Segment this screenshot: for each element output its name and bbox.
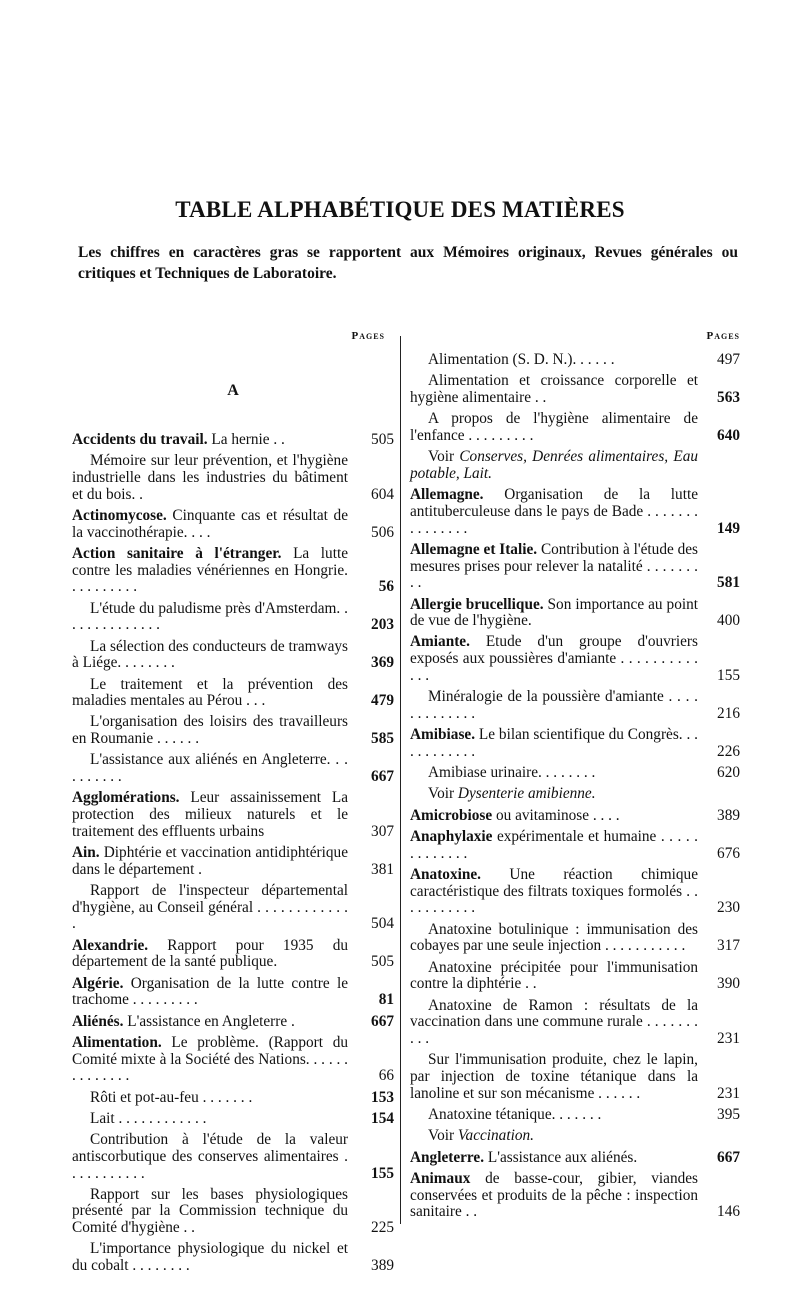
index-entry [72, 1035, 394, 1085]
page-number: 563 [717, 388, 740, 406]
entry-text [410, 998, 698, 1048]
entry-text [410, 352, 698, 369]
entry-heading: Accidents du travail. [72, 431, 208, 448]
entry-body: Contribution à l'étude des mesures prises pour relever la natalité . . . . . . . . . [410, 540, 698, 592]
section-letter: A [227, 382, 239, 399]
pages-header-right: Pages [706, 330, 740, 342]
index-entry [72, 1187, 394, 1237]
entry-body: de basse-cour, gibier, viandes conservées et produits de la pêche : inspection sanitaire . . [410, 1170, 699, 1221]
page-number: 149 [717, 519, 740, 537]
page-number: 497 [717, 351, 740, 368]
page-subtitle: Les chiffres en caractères gras se rapportent aux Mémoires originaux, Revues générales ou critiques et Techniques de Laboratoire. [78, 244, 738, 282]
entry-heading: Amiante. [410, 633, 470, 651]
entry-heading: Aliénés. [72, 1012, 124, 1030]
cross-reference: Dysenterie amibienne. [457, 785, 596, 803]
page-number: 667 [371, 768, 394, 786]
entry-body: Anatoxine botulinique : immunisation des cobayes par une seule injection . . . . . . . . . . . [410, 920, 698, 955]
entry-text [410, 829, 698, 862]
entry-text [72, 1090, 348, 1107]
page-number: 585 [371, 730, 394, 748]
entry-text [410, 542, 698, 592]
entry-text [410, 1107, 698, 1124]
entry-body: Diphtérie et vaccination antidiphtérique dans le département . [72, 844, 348, 878]
entry-heading: Alimentation. [72, 1033, 162, 1051]
index-entry [410, 634, 740, 684]
entry-body: Rapport pour 1935 du département de la santé publique. [72, 936, 349, 971]
index-entry [410, 960, 740, 993]
index-entry [72, 1090, 394, 1107]
entry-text [410, 689, 698, 722]
page-number: 66 [378, 1067, 394, 1085]
index-entry [410, 1052, 740, 1102]
index-entry [410, 922, 740, 955]
entry-text [410, 1150, 698, 1167]
page-title: TABLE ALPHABÉTIQUE DES MATIÈRES [175, 197, 625, 222]
entry-text [72, 432, 348, 449]
entry-text [72, 845, 348, 878]
entry-body: Anatoxine précipitée pour l'immunisation contre la diphtérie . . [410, 958, 698, 993]
index-entry [410, 867, 740, 917]
entry-heading: Amicrobiose [410, 806, 493, 824]
index-entry [72, 1241, 394, 1274]
page-number: 389 [717, 806, 740, 824]
index-entry [410, 765, 740, 782]
page-number: 369 [371, 654, 394, 672]
entry-body: La hernie . . [211, 431, 285, 448]
entry-text [72, 508, 348, 541]
entry-body: Voir [428, 1127, 455, 1145]
entry-body: Etude d'un groupe d'ouvriers exposés aux poussières d'amiante . . . . . . . . . . . . . [410, 633, 698, 684]
entry-text [72, 1132, 348, 1182]
page-number: 400 [717, 612, 740, 630]
entry-text [410, 960, 698, 993]
entry-body: Organisation de la lutte antituberculeuse dans le pays de Bade . . . . . . . . . . . . . . . [410, 486, 698, 537]
page-number: 667 [717, 1148, 740, 1166]
entry-text [72, 752, 348, 785]
entry-body: Cinquante cas et résultat de la vaccinothérapie. . . . [72, 506, 348, 541]
page-number: 640 [717, 426, 740, 444]
entry-heading: Angleterre. [410, 1148, 485, 1166]
entry-heading: Allergie brucellique. [410, 595, 544, 613]
page-number: 146 [717, 1203, 740, 1221]
entry-text [410, 1052, 698, 1102]
entry-body: Rapport sur les bases physiologiques présenté par la Commission technique du Comité d'hygiène . . [72, 1185, 348, 1237]
entry-body: L'assistance aux aliénés. [487, 1148, 638, 1166]
entry-body: L'assistance aux aliénés en Angleterre. . . . . . . . . . [72, 751, 348, 786]
entry-body: Lait . . . . . . . . . . . . [90, 1109, 207, 1127]
index-entry [72, 546, 394, 596]
entry-text [410, 373, 698, 406]
entry-body: Une réaction chimique caractéristique des filtrats toxiques formolés . . . . . . . . . . . [410, 866, 698, 917]
page-number: 317 [717, 937, 740, 955]
entry-body: Organisation de la lutte contre le trachome . . . . . . . . . [72, 974, 348, 1009]
page-number: 390 [717, 975, 740, 993]
page-number: 153 [371, 1088, 394, 1106]
entry-heading: Agglomérations. [72, 789, 180, 807]
entry-text [410, 449, 698, 482]
index-entry [72, 883, 394, 933]
index-entry [72, 790, 394, 840]
entry-text [410, 411, 698, 444]
page-number: 216 [717, 704, 740, 722]
page-number: 203 [371, 616, 394, 634]
index-entry [410, 998, 740, 1048]
entry-text [410, 786, 698, 803]
entry-body: L'étude du paludisme près d'Amsterdam. . . . . . . . . . . . . . [72, 599, 348, 634]
page-number: 667 [371, 1012, 394, 1030]
entry-body: L'importance physiologique du nickel et du cobalt . . . . . . . . [72, 1240, 348, 1275]
entry-text [72, 1035, 348, 1085]
page-number: 231 [717, 1084, 740, 1102]
entry-body: Rôti et pot-au-feu . . . . . . . [90, 1088, 253, 1106]
entry-body: Anatoxine de Ramon : résultats de la vaccination dans une commune rurale . . . . . . . . . . [410, 996, 698, 1047]
entry-body: La sélection des conducteurs de tramways à Liége. . . . . . . . [72, 637, 348, 672]
entry-body: Rapport de l'inspecteur départemental d'hygiène, au Conseil général . . . . . . . . . . . . . [72, 882, 348, 933]
entry-heading: Algérie. [72, 974, 124, 992]
index-entry [410, 786, 740, 803]
page-number: 676 [717, 844, 740, 862]
index-entry [72, 601, 394, 634]
page-number: 155 [717, 666, 740, 684]
index-entry [410, 411, 740, 444]
entry-body: Mémoire sur leur prévention, et l'hygiène industrielle dans les industries du bâtiment et du bois. . [72, 452, 348, 503]
page-number: 395 [717, 1105, 740, 1123]
entry-text [72, 601, 348, 634]
page-number: 504 [371, 915, 394, 933]
entry-body: A propos de l'hygiène alimentaire de l'enfance . . . . . . . . . [410, 410, 698, 444]
page-number: 479 [371, 692, 394, 710]
index-entry [410, 829, 740, 862]
index-entry [410, 542, 740, 592]
index-entry [410, 352, 740, 369]
entry-text [72, 677, 348, 710]
index-entry [410, 727, 740, 760]
entry-text [72, 639, 348, 672]
entry-text [72, 1187, 348, 1237]
page-number: 307 [371, 822, 394, 840]
page-number: 505 [371, 431, 394, 448]
page-number: 155 [371, 1164, 394, 1182]
page-number: 506 [371, 523, 394, 541]
index-entry [72, 1014, 394, 1031]
index-entry [410, 1150, 740, 1167]
page-number: 230 [717, 899, 740, 917]
entry-body: Amibiase urinaire. . . . . . . . [428, 764, 596, 782]
page-number: 56 [378, 578, 394, 596]
entry-body: Voir [428, 785, 455, 803]
index-entry [72, 938, 394, 971]
entry-body: expérimentale et humaine . . . . . . . . . . . . . [410, 828, 698, 862]
index-entry [72, 639, 394, 672]
page-number: 231 [717, 1029, 740, 1047]
index-entry [410, 449, 740, 482]
page-number: 389 [371, 1257, 394, 1275]
entry-text [72, 1111, 348, 1128]
index-entry [410, 1171, 740, 1221]
entry-body: L'organisation des loisirs des travailleurs en Roumanie . . . . . . [72, 713, 348, 748]
entry-text [72, 1014, 348, 1031]
entry-body: Leur assainissement La protection des milieux naturels et le traitement des effluents urbains [72, 789, 348, 840]
cross-reference: Conserves, Denrées alimentaires, Eau potable, Lait. [410, 448, 699, 482]
index-entry [72, 976, 394, 1009]
entry-body: Son importance au point de vue de l'hygiène. [410, 595, 698, 630]
page-number: 620 [717, 764, 740, 782]
cross-reference: Vaccination. [457, 1127, 534, 1145]
index-entry [72, 677, 394, 710]
index-entry [410, 808, 740, 825]
entry-body: L'assistance en Angleterre . [127, 1012, 295, 1030]
page-number: 154 [371, 1109, 394, 1127]
entry-body: Voir [428, 448, 455, 466]
entry-heading: Anatoxine. [410, 866, 481, 884]
entry-heading: Action sanitaire à l'étranger. [72, 544, 282, 562]
entry-heading: Alexandrie. [72, 936, 149, 954]
entry-text [72, 1241, 348, 1274]
entry-text [410, 1171, 698, 1221]
entry-text [72, 976, 348, 1009]
entry-body: Alimentation (S. D. N.). . . . . . [428, 351, 615, 368]
entry-heading: Actinomycose. [72, 506, 167, 524]
entry-text [410, 765, 698, 782]
entry-body: Contribution à l'étude de la valeur antiscorbutique des conserves alimentaires . . . . . . . . . . . [72, 1131, 348, 1182]
page-number: 581 [717, 574, 740, 592]
index-entry [72, 1111, 394, 1128]
page-number: 225 [371, 1219, 394, 1237]
entry-text [410, 922, 698, 955]
entry-body: Le traitement et la prévention des maladies mentales au Pérou . . . [72, 675, 348, 710]
entry-heading: Allemagne et Italie. [410, 540, 538, 558]
entry-text [410, 808, 698, 825]
index-entry [72, 453, 394, 503]
entry-text [72, 453, 348, 503]
page-number: 505 [371, 953, 394, 971]
page-number: 604 [371, 485, 394, 503]
entry-heading: Animaux [410, 1170, 471, 1188]
entry-heading: Ain. [72, 844, 100, 862]
entry-text [72, 883, 348, 933]
left-column [72, 330, 394, 1279]
entry-body: La lutte contre les maladies vénériennes en Hongrie. . . . . . . . . . [72, 544, 348, 596]
page-number: 81 [378, 991, 394, 1009]
entry-body: Le problème. (Rapport du Comité mixte à la Société des Nations. . . . . . . . . . . . . . [72, 1033, 348, 1085]
entry-text [72, 938, 348, 971]
index-entry [410, 689, 740, 722]
entry-text [410, 727, 698, 760]
entry-text [72, 790, 348, 840]
index-entry [72, 845, 394, 878]
index-entry [72, 752, 394, 785]
entry-text [72, 714, 348, 747]
entry-heading: Allemagne. [410, 486, 484, 504]
index-entry [410, 373, 740, 406]
index-entry [72, 432, 394, 449]
index-entry [410, 487, 740, 537]
index-entry [72, 1132, 394, 1182]
entry-text [410, 487, 698, 537]
right-entry-list [410, 352, 740, 1221]
right-column [410, 330, 740, 1226]
entry-body: Alimentation et croissance corporelle et hygiène alimentaire . . [410, 372, 698, 406]
page-number: 226 [717, 742, 740, 760]
index-entry [410, 1128, 740, 1145]
entry-text [410, 867, 698, 917]
left-entry-list [72, 432, 394, 1275]
entry-body: Minéralogie de la poussière d'amiante . . . . . . . . . . . . . [410, 688, 698, 722]
index-entry [410, 1107, 740, 1124]
pages-header-left: Pages [351, 330, 385, 342]
entry-body: Anatoxine tétanique. . . . . . . [428, 1105, 602, 1123]
index-entry [72, 714, 394, 747]
entry-heading: Anaphylaxie [410, 828, 493, 846]
entry-text [410, 1128, 698, 1145]
entry-text [72, 546, 348, 596]
entry-body: Le bilan scientifique du Congrès. . . . . . . . . . . . [410, 726, 699, 760]
entry-body: ou avitaminose . . . . [495, 806, 620, 824]
page-number: 381 [371, 860, 394, 878]
entry-body: Sur l'immunisation produite, chez le lapin, par injection de toxine tétanique dans la lanoline et sur son mécanisme . . . . . . [410, 1051, 698, 1102]
entry-text [410, 634, 698, 684]
column-divider [400, 336, 401, 1224]
entry-heading: Amibiase. [410, 726, 476, 744]
entry-text [410, 597, 698, 630]
index-entry [410, 597, 740, 630]
index-entry [72, 508, 394, 541]
